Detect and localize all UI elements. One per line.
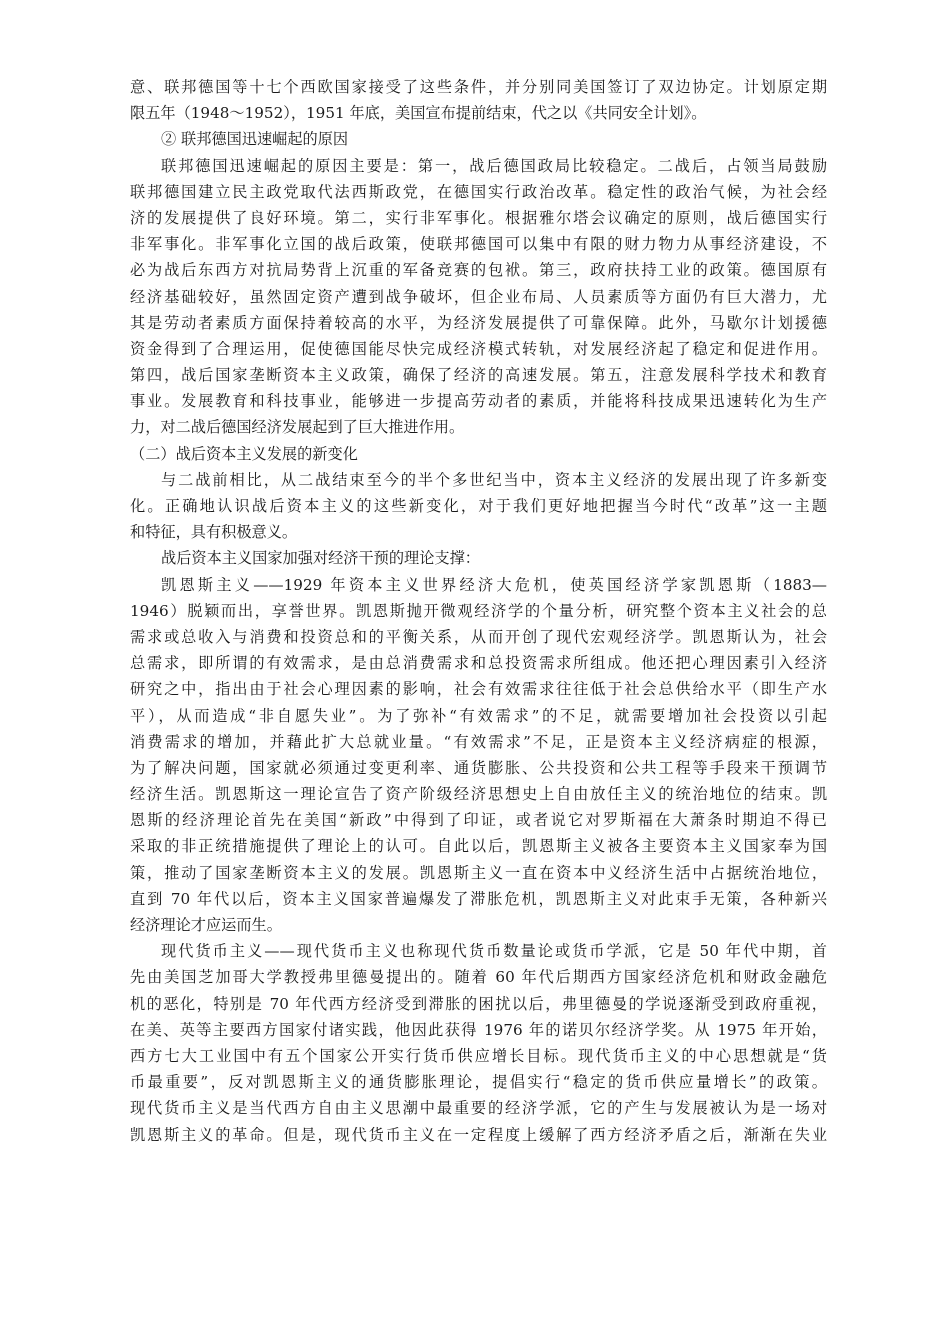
document-page: [130, 74, 827, 1148]
text-line: 直到 70 年代以后，资本主义国家普遍爆发了滞胀危机，凯恩斯主义对此束手无策，各种新兴: [130, 889, 827, 908]
text-line: 战后资本主义国家加强对经济干预的理论支撑：: [161, 549, 480, 568]
text-line: 化。正确地认识战后资本主义的这些新变化，对于我们更好地把握当今时代“改革”这一主题: [130, 497, 827, 515]
text-line: 机的恶化，特别是 70 年代西方经济受到滞胀的困扰以后，弗里德曼的学说逐渐受到政府重视，: [130, 994, 827, 1013]
text-line: 在美、英等主要西方国家付诸实践，他因此获得 1976 年的诺贝尔经济学奖。从 1975 年开始，: [130, 1020, 827, 1039]
text-line: 策，推动了国家垄断资本主义的发展。凯恩斯主义一直在资本中义经济生活中占据统治地位，: [130, 863, 827, 882]
text-line: 凯恩斯主义的革命。但是，现代货币主义在一定程度上缓解了西方经济矛盾之后，渐渐在失业: [130, 1125, 827, 1144]
text-line: 经济基础较好，虽然固定资产遭到战争破坏，但企业布局、人员素质等方面仍有巨大潜力，尤: [130, 287, 827, 306]
paragraph-new-changes-intro: [130, 467, 827, 546]
text-line: 西方七大工业国中有五个国家公开实行货币供应增长目标。现代货币主义的中心思想就是“货: [130, 1046, 827, 1065]
paragraph-monetarism: [130, 938, 827, 1148]
text-line: 经济生活。凯恩斯这一理论宣告了资产阶级经济思想史上自由放任主义的统治地位的结束。凯: [130, 785, 827, 804]
text-line: 研究之中，指出由于社会心理因素的影响，社会有效需求往往低于社会总供给水平（即生产水: [130, 680, 827, 699]
text-line: 平），从而造成“非自愿失业”。为了弥补“有效需求”的不足，就需要增加社会投资以引起: [130, 706, 827, 725]
text-line: 采取的非正统措施提供了理论上的认可。自此以后，凯恩斯主义被各主要资本主义国家奉为国: [130, 837, 827, 856]
text-line: 力，对二战后德国经济发展起到了巨大推进作用。: [130, 418, 465, 437]
text-line: 需求或总收入与消费和投资总和的平衡关系，从而开创了现代宏观经济学。凯恩斯认为，社会: [130, 627, 827, 646]
paragraph-keynesianism: [130, 572, 827, 939]
text-line: 先由美国芝加哥大学教授弗里德曼提出的。随着 60 年代后期西方国家经济危机和财政金融危: [130, 968, 827, 987]
heading-text: （二）战后资本主义发展的新变化: [130, 444, 358, 463]
heading-text: ② 联邦德国迅速崛起的原因: [161, 130, 349, 149]
text-line: 总需求，即所谓的有效需求，是由总消费需求和总投资需求所组成。他还把心理因素引入经济: [130, 654, 827, 673]
paragraph-marshall-plan-end: [130, 74, 827, 126]
paragraph-theory-support: [130, 545, 827, 571]
text-line: 限五年（1948～1952），1951 年底，美国宣布提前结束，代之以《共同安全计划》。: [130, 104, 707, 123]
text-line: 济的发展提供了良好环境。第二，实行非军事化。根据雅尔塔会议确定的原则，战后德国实行: [130, 208, 827, 227]
text-line: 联邦德国迅速崛起的原因主要是：第一，战后德国政局比较稳定。二战后，占领当局鼓励: [161, 156, 827, 175]
text-line: 币最重要”，反对凯恩斯主义的通货膨胀理论，提倡实行“稳定的货币供应量增长”的政策。: [130, 1073, 827, 1092]
text-line: 经济理论才应运而生。: [130, 916, 282, 934]
text-line: 其是劳动者素质方面保持着较高的水平，为经济发展提供了可靠保障。此外，马歇尔计划援德: [130, 313, 827, 332]
text-line: 恩斯的经济理论首先在美国“新政”中得到了印证，或者说它对罗斯福在大萧条时期迫不得已: [130, 811, 827, 830]
text-line: 现代货币主义——现代货币主义也称现代货币数量论或货币学派，它是 50 年代中期，首: [161, 942, 827, 961]
text-line: 凯恩斯主义——1929 年资本主义世界经济大危机，使英国经济学家凯恩斯（1883—: [161, 575, 827, 594]
text-line: 非军事化。非军事化立国的战后政策，使联邦德国可以集中有限的财力物力从事经济建设，不: [130, 235, 827, 254]
text-line: 事业。发展教育和科技事业，能够进一步提高劳动者的素质，并能将科技成果迅速转化为生产: [130, 392, 827, 411]
text-line: 1946）脱颖而出，享誉世界。凯恩斯抛开微观经济学的个量分析，研究整个资本主义社会的总: [130, 601, 827, 620]
text-line: 意、联邦德国等十七个西欧国家接受了这些条件，并分别同美国签订了双边协定。计划原定期: [130, 78, 827, 96]
text-line: 联邦德国建立民主政党取代法西斯政党，在德国实行政治改革。稳定性的政治气候，为社会经: [130, 182, 827, 201]
text-line: 消费需求的增加，并藉此扩大总就业量。“有效需求”不足，正是资本主义经济病症的根源，: [130, 732, 827, 751]
text-line: 第四，战后国家垄断资本主义政策，确保了经济的高速发展。第五，注意发展科学技术和教育: [130, 366, 827, 385]
text-line: 为了解决问题，国家就必须通过变更利率、通货膨胀、公共投资和公共工程等手段来干预调节: [130, 758, 827, 777]
section-heading-new-changes: [130, 441, 827, 467]
heading-west-germany-rise: [130, 126, 827, 152]
text-line: 资金得到了合理运用，促使德国能尽快完成经济模式转轨，对发展经济起了稳定和促进作用。: [130, 339, 827, 358]
paragraph-rise-reasons: [130, 153, 827, 441]
text-line: 现代货币主义是当代西方自由主义思潮中最重要的经济学派，它的产生与发展被认为是一场对: [130, 1099, 827, 1118]
text-line: 和特征，具有积极意义。: [130, 523, 298, 542]
text-line: 必为战后东西方对抗局势背上沉重的军备竞赛的包袱。第三，政府扶持工业的政策。德国原有: [130, 261, 827, 280]
text-line: 与二战前相比，从二战结束至今的半个多世纪当中，资本主义经济的发展出现了许多新变: [161, 470, 827, 489]
